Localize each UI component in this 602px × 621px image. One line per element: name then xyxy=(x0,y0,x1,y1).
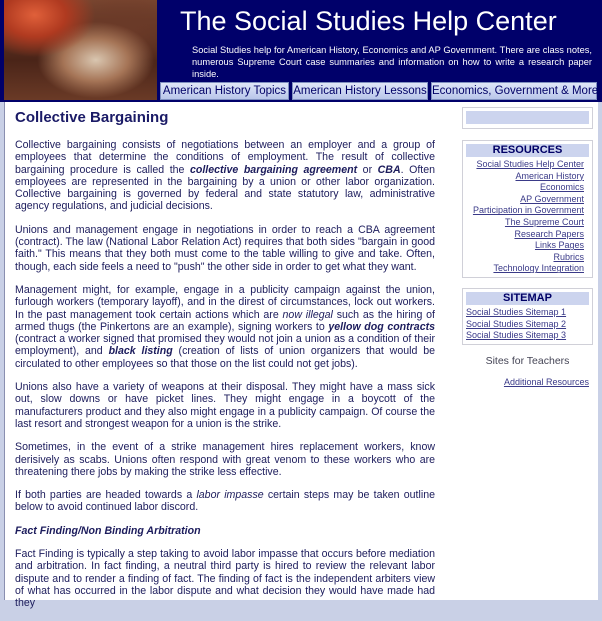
text: Management might, for example, engage in a publicity campaign against the union, furlough workers (temporary layoff), and in the direst of circumstances, lock out workers. In the past management took certain actions which are xyxy=(15,283,435,321)
subheading-text: Fact Finding/Non Binding Arbitration xyxy=(15,524,201,537)
site-tagline: Social Studies help for American History, Economics and AP Government. There are class notes, numerous Supreme Court case summaries and information on how to write a research paper inside. xyxy=(192,45,592,79)
sitemap-box xyxy=(462,288,593,345)
paragraph: Unions also have a variety of weapons at their disposal. They might have a mass sick out, slow downs or have picket lines. They might engage in a boycott of the manufacturers product and they also might engage in a publicity campaign. Of course the last resort and strongest weapon for a union is the strike. xyxy=(15,381,435,430)
header-painting-image xyxy=(4,0,157,100)
text: certain steps may be taken outline below to avoid continued labor discord. xyxy=(15,489,435,514)
resource-link[interactable]: Participation in Government xyxy=(472,205,584,216)
sitemap-heading: SITEMAP xyxy=(466,292,589,305)
sitemap-link[interactable]: Social Studies Sitemap 2 xyxy=(466,318,567,329)
page-title: Collective Bargaining xyxy=(15,109,169,126)
paragraph: Sometimes, in the event of a strike management hires replacement workers, know derisively as scabs. Unions often respond with great venom to these workers who are threatening there jobs by making the strike less effective. xyxy=(15,441,435,478)
text: or xyxy=(357,163,378,176)
empty-box-head xyxy=(466,111,589,124)
term-cba: collective bargaining agreement xyxy=(190,163,358,176)
resource-link[interactable]: Economics xyxy=(539,182,584,193)
resources-box xyxy=(462,140,593,278)
nav-american-history-lessons[interactable]: American History Lessons xyxy=(292,82,428,100)
resource-link[interactable]: Rubrics xyxy=(553,251,584,262)
text: such as the hiring of armed thugs (the Pinkertons are an example), signing workers to xyxy=(15,308,435,333)
emphasis: now illegal xyxy=(282,308,333,321)
paragraph xyxy=(15,139,435,213)
text: . Often employees are represented in the bargaining by a union or other labor organization. Collective bargaining is governed by federal and state statutory law, administrative agency regulations, and judicial decisions. xyxy=(15,163,436,213)
empty-box xyxy=(462,107,593,129)
additional-resources-link[interactable]: Additional Resources xyxy=(503,377,589,387)
term-cba-abbr: CBA xyxy=(377,163,401,176)
text: Collective bargaining consists of negotiations between an employer and a group of employees that determine the conditions of employment. The result of collective bargaining procedure is called the xyxy=(15,139,435,176)
paragraph: Fact Finding is typically a step taking to avoid labor impasse that occurs before mediation and arbitration. In fact finding, a neutral third party is hired to review the relevant labor dispute and to render a finding of fact. The finding of fact is the independent arbiters view of what has occurred in the labor dispute and what decision they would have made had they xyxy=(15,548,435,610)
sitemap-link[interactable]: Social Studies Sitemap 3 xyxy=(466,330,567,341)
sites-for-teachers-heading: Sites for Teachers xyxy=(485,355,570,367)
resource-link[interactable]: Social Studies Help Center xyxy=(476,159,584,169)
subheading xyxy=(15,525,435,537)
resource-link[interactable]: American History xyxy=(515,170,584,181)
resource-link[interactable]: The Supreme Court xyxy=(504,216,584,227)
site-title: The Social Studies Help Center xyxy=(180,6,557,36)
paragraph xyxy=(15,284,435,370)
term-yellow-dog: yellow dog contracts xyxy=(328,320,436,333)
content-area xyxy=(4,102,597,610)
resource-link[interactable]: AP Government xyxy=(520,193,584,204)
text: (contract a worker signed that promised they would not join a union as a condition of their employment), and xyxy=(15,333,435,358)
paragraph xyxy=(15,489,435,514)
paragraph: Unions and management engage in negotiations in order to reach a CBA agreement (contract). The law (National Labor Relation Act) requires that both sides "bargain in good faith." This means that they both must come to the table willing to give and take. Often, though, each side feels a need to "push" the other side in order to get what they want. xyxy=(15,223,435,273)
resources-heading: RESOURCES xyxy=(466,144,589,157)
sitemap-link[interactable]: Social Studies Sitemap 1 xyxy=(466,307,567,317)
text: If both parties are headed towards a xyxy=(15,489,197,502)
site-header xyxy=(0,0,602,102)
resource-link[interactable]: Links Pages xyxy=(534,240,584,251)
nav-american-history-topics[interactable]: American History Topics xyxy=(160,82,289,100)
sidebar xyxy=(456,102,598,600)
emphasis: labor impasse xyxy=(196,489,264,502)
resource-link[interactable]: Technology Integration xyxy=(493,263,584,274)
term-black-listing: black listing xyxy=(108,345,173,358)
nav-economics-government[interactable]: Economics, Government & More xyxy=(431,82,597,100)
resource-link[interactable]: Research Papers xyxy=(514,228,584,239)
article xyxy=(15,108,435,621)
text: (creation of lists of union organizers that would be circulated to other employees so that those on the list could not get jobs). xyxy=(15,345,435,370)
